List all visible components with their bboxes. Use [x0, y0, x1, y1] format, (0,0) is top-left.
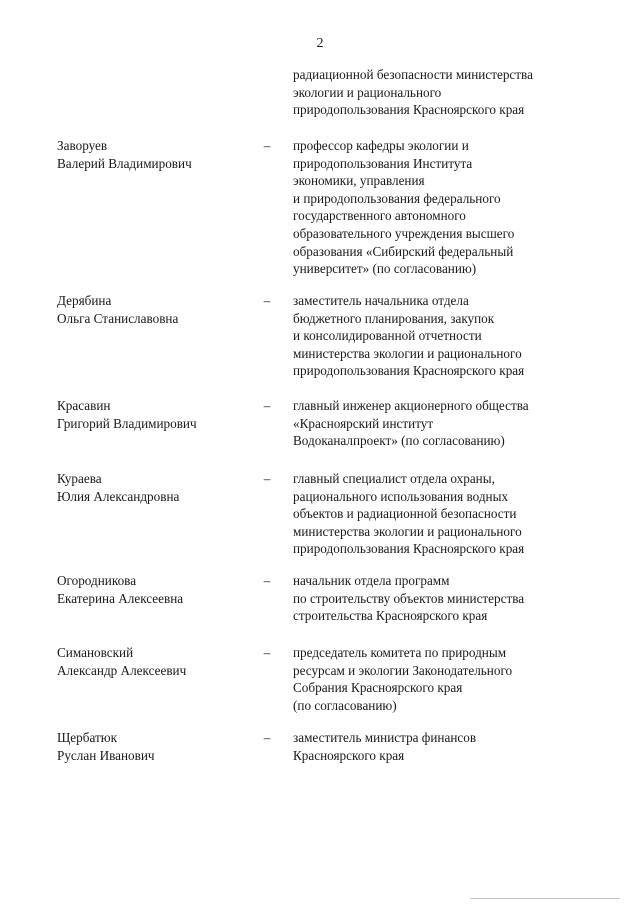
member-surname: Щербатюк — [57, 730, 117, 745]
position-line: заместитель министра финансов — [293, 730, 477, 745]
member-given-name: Ольга Станиславовна — [57, 310, 179, 326]
member-given-name: Валерий Владимирович — [57, 155, 192, 171]
position-line: министерства экологии и рационального — [293, 523, 522, 539]
position-line: начальник отдела программ — [293, 573, 450, 588]
position-line: Собрания Красноярского края — [293, 680, 463, 696]
member-given-name: Екатерина Алексеевна — [57, 590, 184, 606]
position-line: экономики, управления — [293, 173, 425, 189]
member-position — [293, 729, 613, 764]
position-line: профессор кафедры экологии и — [293, 138, 469, 153]
separator-dash: – — [263, 730, 271, 745]
member-given-name: Александр Алексеевич — [57, 662, 187, 678]
member-name — [57, 729, 247, 764]
member-given-name: Руслан Иванович — [57, 747, 155, 763]
position-line: объектов и радиационной безопасности — [293, 506, 517, 522]
position-line: главный специалист отдела охраны, — [293, 471, 495, 486]
member-position — [293, 572, 613, 625]
position-line: государственного автономного — [293, 208, 466, 224]
member-position — [293, 292, 613, 380]
position-line: по строительству объектов министерства — [293, 590, 525, 606]
position-line: и консолидированной отчетности — [293, 328, 482, 344]
position-line: министерства экологии и рационального — [293, 345, 522, 361]
separator-dash: – — [263, 293, 271, 308]
member-surname: Огородникова — [57, 573, 137, 588]
separator-dash: – — [263, 573, 271, 588]
separator-dash: – — [263, 471, 271, 486]
member-given-name: Григорий Владимирович — [57, 415, 197, 431]
member-position — [293, 137, 613, 278]
member-position — [293, 470, 613, 558]
position-line: университет» (по согласованию) — [293, 261, 477, 277]
member-name — [57, 292, 247, 327]
position-line: природопользования Института — [293, 155, 473, 171]
continuation-line: радиационной безопасности министерства — [293, 67, 533, 82]
separator-dash: – — [263, 398, 271, 413]
continuation-line: экологии и рационального — [293, 84, 442, 100]
member-name — [57, 572, 247, 607]
position-line: природопользования Красноярского края — [293, 363, 525, 379]
position-line: главный инженер акционерного общества — [293, 398, 529, 413]
member-position — [293, 644, 613, 714]
position-line: и природопользования федерального — [293, 190, 501, 206]
position-line: «Красноярский институт — [293, 415, 434, 431]
position-line: Водоканалпроект» (по согласованию) — [293, 433, 505, 449]
member-given-name: Юлия Александровна — [57, 488, 180, 504]
page-number: 2 — [316, 36, 324, 51]
continuation-line: природопользования Красноярского края — [293, 102, 525, 118]
member-name — [57, 470, 247, 505]
member-name — [57, 137, 247, 172]
separator-dash: – — [263, 645, 271, 660]
position-line: рационального использования водных — [293, 488, 509, 504]
scan-edge-line — [470, 898, 620, 899]
position-line: природопользования Красноярского края — [293, 541, 525, 557]
position-line: (по согласованию) — [293, 697, 397, 713]
member-surname: Заворуев — [57, 138, 108, 153]
member-name — [57, 644, 247, 679]
position-line: ресурсам и экологии Законодательного — [293, 662, 513, 678]
member-surname: Дерябина — [57, 293, 112, 308]
position-line: председатель комитета по природным — [293, 645, 507, 660]
member-name — [57, 397, 247, 432]
position-line: заместитель начальника отдела — [293, 293, 469, 308]
member-surname: Красавин — [57, 398, 111, 413]
separator-dash: – — [263, 138, 271, 153]
position-line: строительства Красноярского края — [293, 608, 488, 624]
member-surname: Кураева — [57, 471, 102, 486]
position-line: Красноярского края — [293, 747, 405, 763]
member-surname: Симановский — [57, 645, 134, 660]
position-line: бюджетного планирования, закупок — [293, 310, 495, 326]
member-position — [293, 397, 613, 450]
position-line: образовательного учреждения высшего — [293, 225, 515, 241]
continuation-text — [293, 66, 613, 119]
position-line: образования «Сибирский федеральный — [293, 243, 514, 259]
